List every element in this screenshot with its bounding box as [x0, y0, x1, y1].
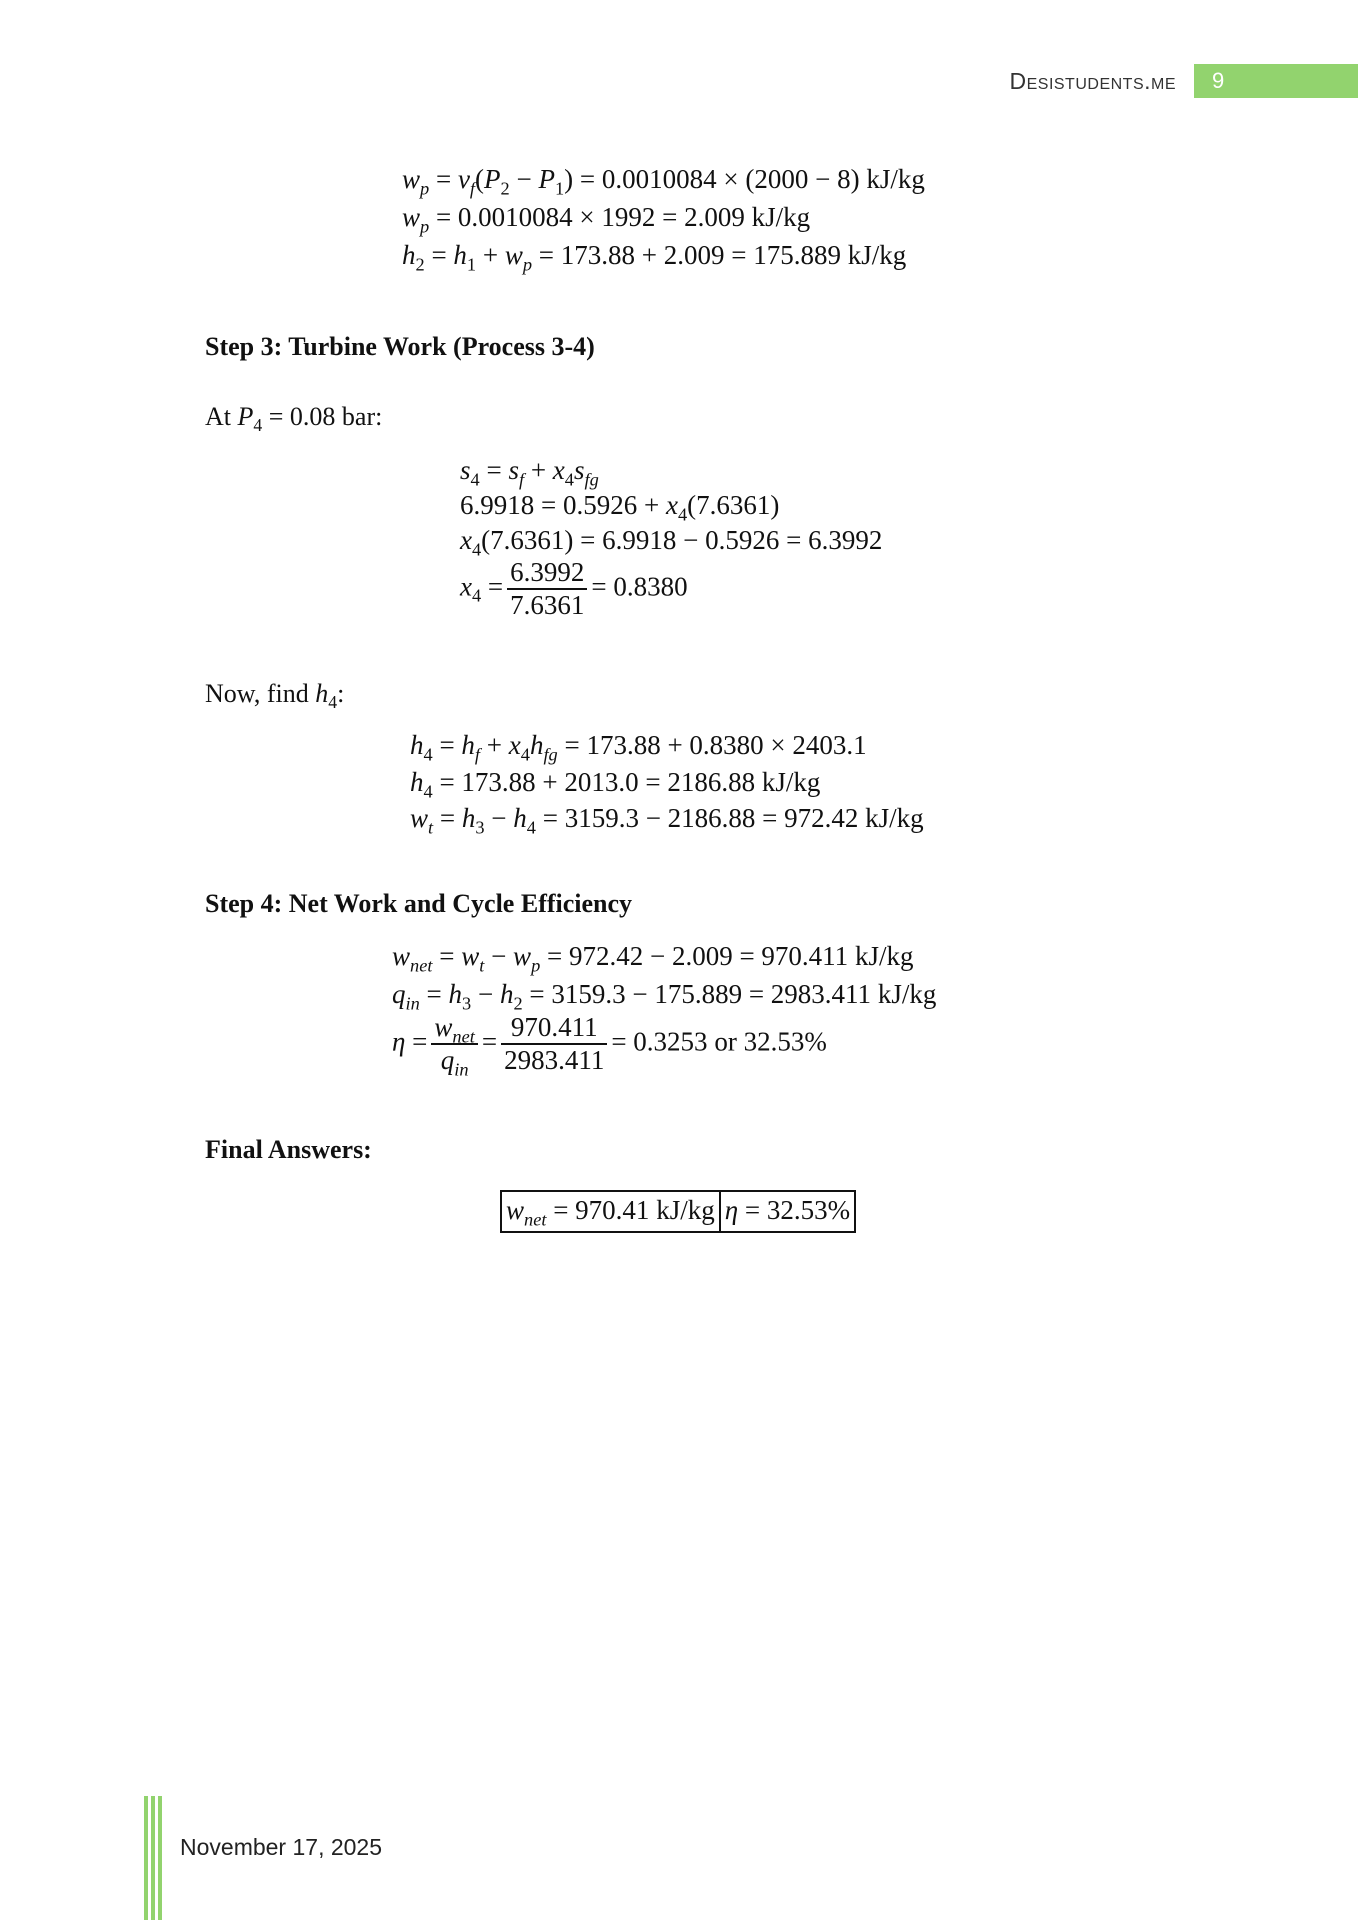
net-work-answer: $w_{net} = 970.41$ kJ/kg — [500, 1190, 721, 1233]
efficiency-symbolic-fraction: $\frac{w_{net}}{q_{in}}$ — [431, 1012, 477, 1076]
step4-heading: Step 4: Net Work and Cycle Efficiency — [205, 889, 633, 918]
page-number: 9 — [1194, 64, 1358, 98]
efficiency-equation: η = $\frac{w_{net}}{q_{in}}$ = $\frac{970.411}{2983.411}$ = 0.3253 or 32.53% — [392, 1012, 827, 1080]
footer-bar — [158, 1796, 162, 1920]
final-answers-box — [500, 1190, 856, 1233]
turbine-work-equation: $w_t = h_3 - h_4 = 3159.3 - 2186.88 = 972.42$ kJ/kg — [410, 803, 924, 838]
quality-fraction: $\frac{6.3992}{7.6361}$ — [507, 557, 587, 621]
heat-input-equation: $q_{in} = h_3 - h_2 = 3159.3 - 175.889 = 2983.411$ kJ/kg — [392, 979, 937, 1014]
efficiency-numeric-fraction: $\frac{970.411}{2983.411}$ — [501, 1012, 607, 1076]
step3-intro: At $P_4 = 0.08$ bar: — [205, 402, 383, 436]
footer-date: November 17, 2025 — [180, 1834, 383, 1860]
site-name: Desistudents.me — [1009, 68, 1176, 94]
step3-heading: Step 3: Turbine Work (Process 3-4) — [205, 332, 595, 361]
entropy-substitution-equation: $6.9918 = 0.5926 + x_4(7.6361)$ — [460, 490, 780, 525]
footer-bar — [151, 1796, 155, 1920]
footer-accent-bars — [144, 1796, 165, 1920]
page-header — [1009, 64, 1358, 98]
h4-value-equation: $h_4 = 173.88 + 2013.0 = 2186.88$ kJ/kg — [410, 767, 821, 802]
pump-work-value-equation: $w_p = 0.0010084 \times 1992 = 2.009$ kJ/kg — [402, 202, 811, 237]
quality-fraction-equation: $x_4$ = $\frac{6.3992}{7.6361}$ = 0.8380 — [460, 557, 688, 621]
find-h4-text: Now, find $h_4$: — [205, 679, 345, 713]
final-answers-heading: Final Answers: — [205, 1135, 372, 1164]
net-work-equation: $w_{net} = w_t - w_p = 972.42 - 2.009 = 970.411$ kJ/kg — [392, 941, 914, 976]
entropy-equation: $s_4 = s_f + x_4s_{fg}$ — [460, 455, 599, 490]
quality-rearranged-equation: $x_4(7.6361) = 6.9918 - 0.5926 = 6.3992$ — [460, 525, 883, 560]
efficiency-answer: η = 32.53% — [721, 1190, 856, 1233]
footer-bar — [144, 1796, 148, 1920]
h4-equation: $h_4 = h_f + x_4h_{fg} = 173.88 + 0.8380 \times 2403.1$ — [410, 730, 867, 765]
pump-work-equation: $w_p = v_f(P_2 - P_1) = 0.0010084 \times (2000 - 8)$ kJ/kg — [402, 164, 925, 199]
h2-equation: $h_2 = h_1 + w_p = 173.88 + 2.009 = 175.889$ kJ/kg — [402, 240, 907, 275]
